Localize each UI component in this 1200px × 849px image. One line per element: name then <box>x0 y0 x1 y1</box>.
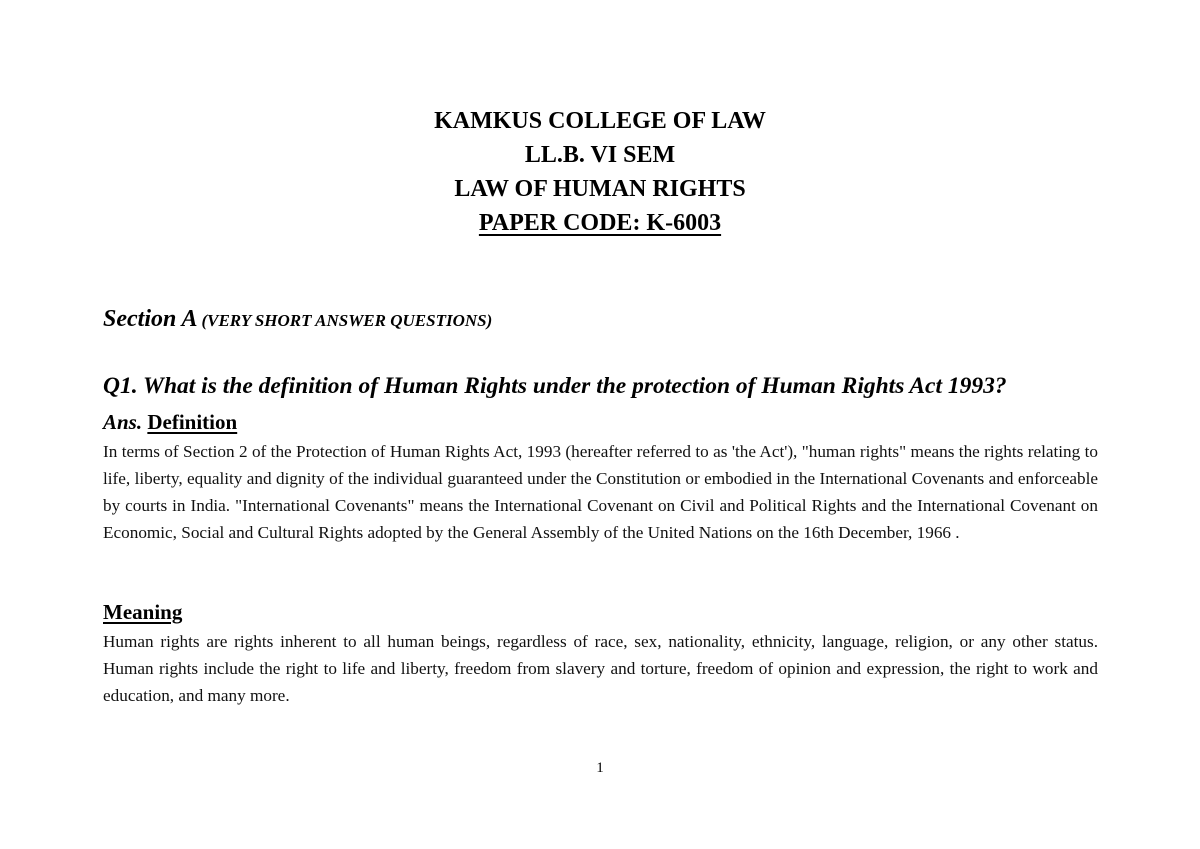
section-title: Section A <box>103 306 198 332</box>
course-name: LL.B. VI SEM <box>524 142 676 168</box>
meaning-paragraph: Human rights are rights inherent to all human beings, regardless of race, sex, nationality, ethnicity, language, religion, or any other status. Human rights include the right to life and liberty, freedom from slavery and torture, freedom of opinion and expression, the right to work and education, and many more. <box>103 632 1098 705</box>
paper-code: PAPER CODE: K-6003 <box>478 210 722 236</box>
page-number: 1 <box>596 760 604 776</box>
answer-label: Ans. <box>103 410 143 434</box>
meaning-heading: Meaning <box>103 600 183 624</box>
document-header <box>0 104 1200 240</box>
college-name: KAMKUS COLLEGE OF LAW <box>434 108 766 134</box>
section-heading <box>103 306 1103 333</box>
definition-paragraph: In terms of Section 2 of the Protection of Human Rights Act, 1993 (hereafter referred to as 'the Act'), "human rights" means the rights relating to life, liberty, equality and dignity of the individual guaranteed under the Constitution or embodied in the International Covenants and enforceable by courts in India. "International Covenants" means the International Covenant on Civil and Political Rights and the International Covenant on Economic, Social and Cultural Rights adopted by the General Assembly of the United Nations on the 16th December, 1966 . <box>103 442 1098 542</box>
subject-name: LAW OF HUMAN RIGHTS <box>454 176 746 202</box>
section-subtitle: (VERY SHORT ANSWER QUESTIONS) <box>201 311 493 330</box>
definition-heading: Definition <box>147 410 238 434</box>
question-text: Q1. What is the definition of Human Rights under the protection of Human Rights Act 1993? <box>103 373 1007 399</box>
answer-heading <box>103 410 237 435</box>
